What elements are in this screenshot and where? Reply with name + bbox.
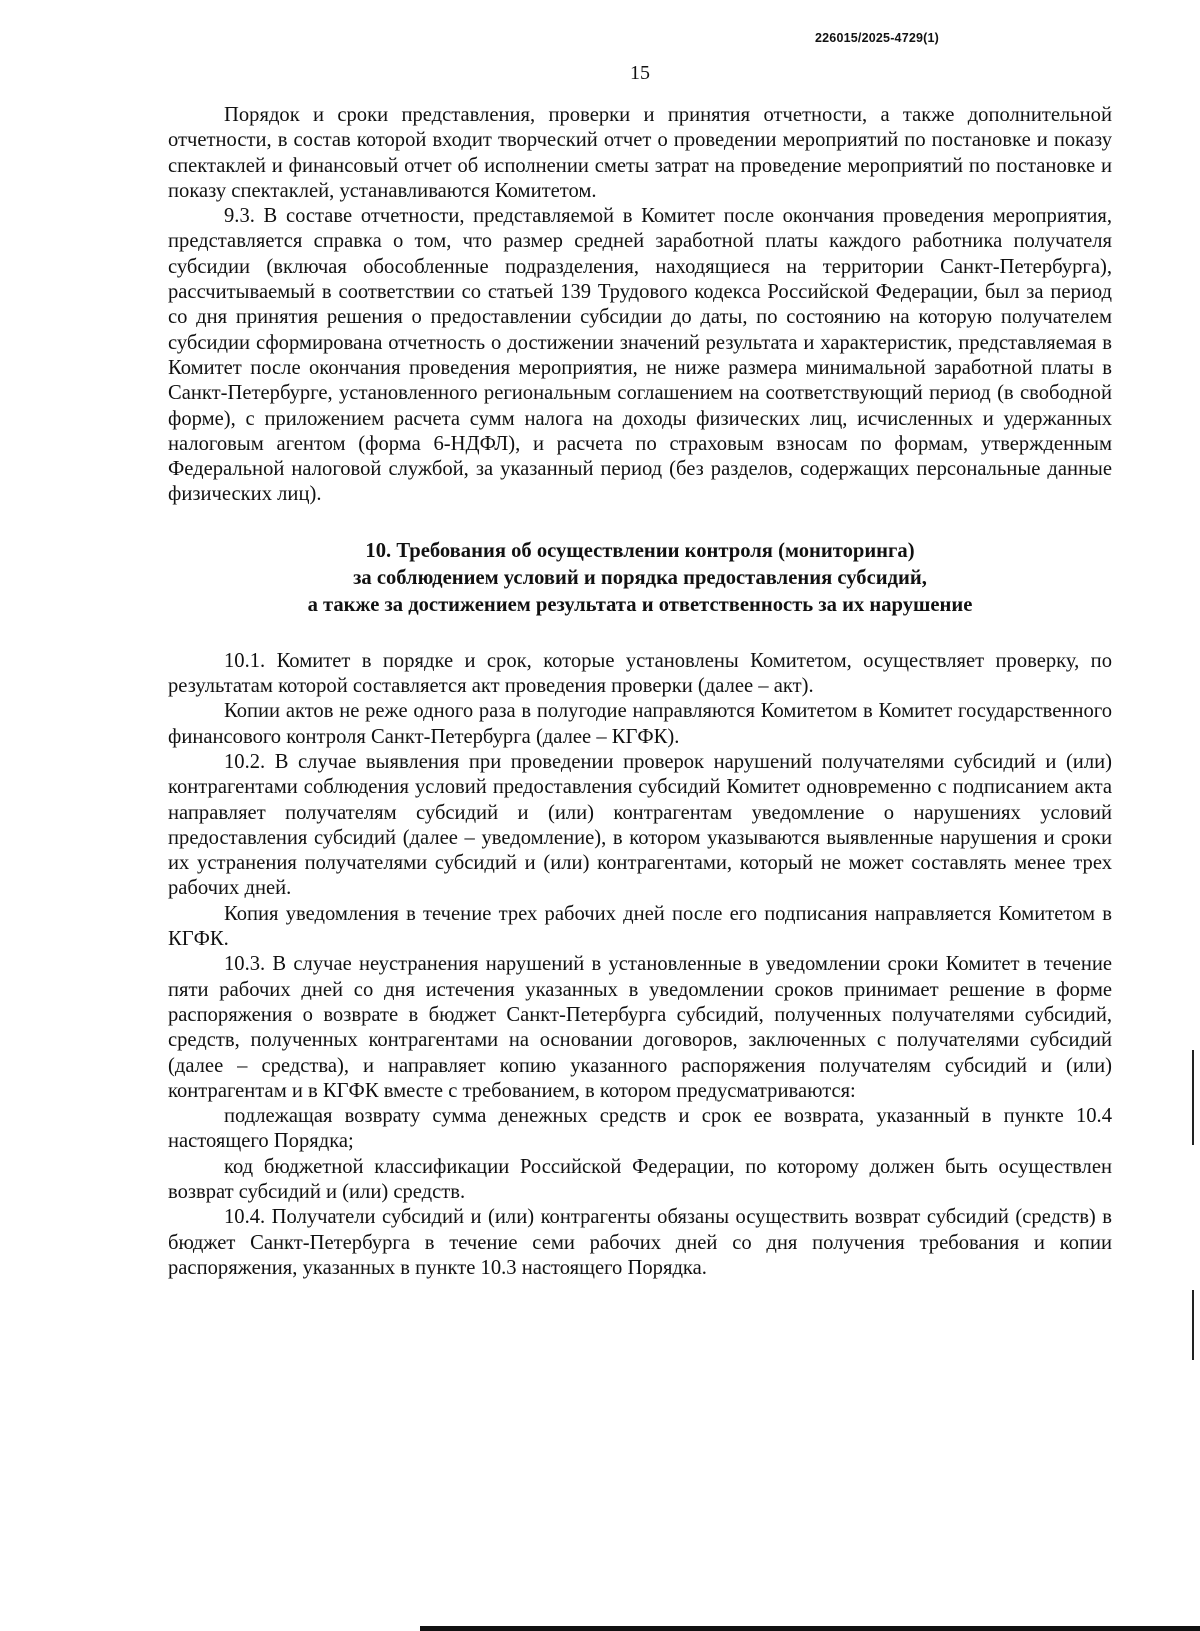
- paragraph: подлежащая возврату сумма денежных средств и срок ее возврата, указанный в пункте 10.4 настоящего Порядка;: [168, 1105, 1112, 1153]
- paragraph: Копии актов не реже одного раза в полугодие направляются Комитетом в Комитет государственного финансового контроля Санкт-Петербурга (далее – КГФК).: [168, 700, 1112, 748]
- section-heading-line: за соблюдением условий и порядка предоставления субсидий,: [353, 566, 927, 589]
- paragraph-10-3: 10.3. В случае неустранения нарушений в установленные в уведомлении сроки Комитет в течение пяти рабочих дней со дня истечения указанных в уведомлении сроков принимает решение в форме распоряжения о возврате в бюджет Санкт-Петербурга субсидий, полученных получателями субсидий, средств, полученных контрагентами на основании договоров, заключенных с получателями субсидий (далее – средства), и направляет копию указанного распоряжения получателям субсидий и (или) контрагентам и в КГФК вместе с требованием, в котором предусматриваются:: [168, 953, 1112, 1102]
- document-number: 226015/2025-4729(1): [815, 31, 940, 45]
- paragraph-10-2: 10.2. В случае выявления при проведении проверок нарушений получателями субсидий и (или) контрагентами соблюдения условий предоставления субсидий Комитет одновременно с подписанием акта направляет получателям субсидий и (или) контрагентам уведомление о нарушениях условий предоставления субсидий (далее – уведомление), в котором указываются выявленные нарушения и сроки их устранения получателями субсидий и (или) контрагентами, который не может составлять менее трех рабочих дней.: [168, 750, 1112, 900]
- paragraph-10-4: 10.4. Получатели субсидий и (или) контрагенты обязаны осуществить возврат субсидий (средств) в бюджет Санкт-Петербурга в течение семи рабочих дней со дня получения требования и копии распоряжения, указанных в пункте 10.3 настоящего Порядка.: [168, 1206, 1112, 1279]
- paragraph-9-3: 9.3. В составе отчетности, представляемой в Комитет после окончания проведения мероприятия, представляется справка о том, что размер средней заработной платы каждого работника получателя субсидии (включая обособленные подразделения, находящиеся на территории Санкт-Петербурга), рассчитываемый в соответствии со статьей 139 Трудового кодекса Российской Федерации, был за период со дня принятия решения о предоставлении субсидии до даты, по состоянию на которую получателем субсидии сформирована отчетность о достижении значений результата и характеристик, представляемая в Комитет после окончания проведения мероприятия, не ниже размера минимальной заработной платы в Санкт-Петербурге, установленного региональным соглашением на соответствующий период (в свободной форме), с приложением расчета сумм налога на доходы физических лиц, исчисленных и удержанных налоговым агентом (форма 6-НДФЛ), и расчета по страховым взносам по формам, утвержденным Федеральной налоговой службой, за указанный период (без разделов, содержащих персональные данные физических лиц).: [168, 205, 1112, 506]
- paragraph: Копия уведомления в течение трех рабочих дней после его подписания направляется Комитетом в КГФК.: [168, 902, 1112, 951]
- paragraph: код бюджетной классификации Российской Федерации, по которому должен быть осуществлен возврат субсидий и (или) средств.: [168, 1155, 1112, 1203]
- scan-margin-mark: [1192, 1290, 1194, 1360]
- section-heading-line: а также за достижением результата и ответственность за их нарушение: [307, 593, 973, 616]
- section-heading: [168, 538, 1112, 619]
- paragraph-10-1: 10.1. Комитет в порядке и срок, которые установлены Комитетом, осуществляет проверку, по результатам которой составляется акт проведения проверки (далее – акт).: [168, 649, 1112, 698]
- page-number: 15: [630, 62, 650, 84]
- scan-bottom-bar: [420, 1626, 1200, 1631]
- paragraph: Порядок и сроки представления, проверки и принятия отчетности, а также дополнительной отчетности, в состав которой входит творческий отчет о проведении мероприятий по постановке и показу спектаклей и финансовый отчет об исполнении сметы затрат на проведение мероприятий по постановке и показу спектаклей, устанавливаются Комитетом.: [168, 104, 1112, 202]
- section-heading-line: 10. Требования об осуществлении контроля (мониторинга): [365, 539, 915, 562]
- document-body: [168, 103, 1112, 1281]
- scan-margin-mark: [1192, 1050, 1194, 1145]
